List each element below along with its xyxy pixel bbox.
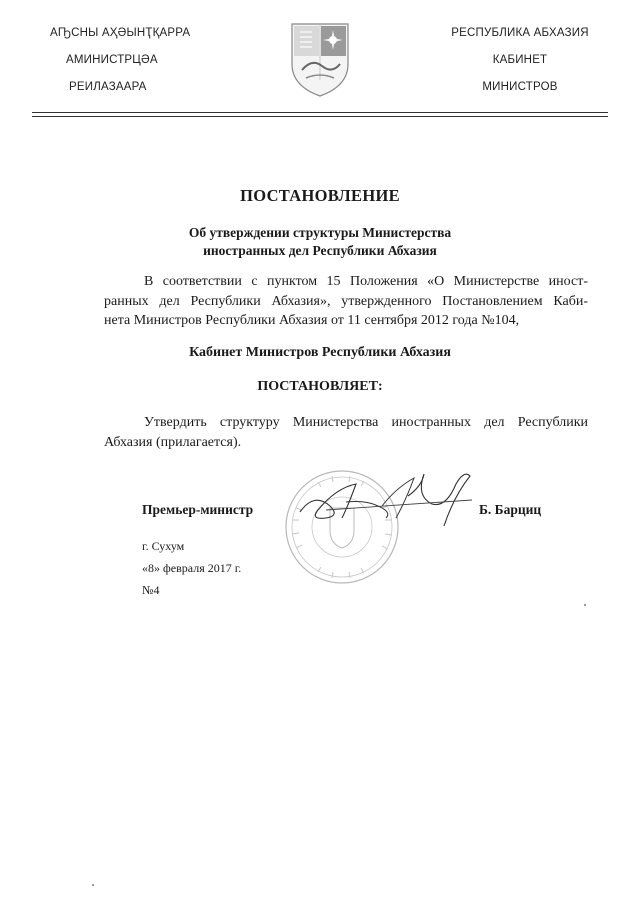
header-left-line-1: АҦСНЫ АҲӘЫНҬҚАРРА	[50, 27, 191, 39]
header-divider-thin	[32, 112, 608, 113]
preamble-line-2: ранных дел Республики Абхазия», утвержденного Постановлением Каби-	[104, 293, 588, 309]
resolves-heading: ПОСТАНОВЛЯЕТ:	[257, 379, 383, 394]
preamble-line-3: нета Министров Республики Абхазия от 11 сентября 2012 года №104,	[104, 313, 520, 328]
document-date: «8» февраля 2017 г.	[142, 561, 242, 575]
signatory-position: Премьер-министр	[142, 502, 254, 517]
document-title: ПОСТАНОВЛЕНИЕ	[240, 186, 400, 205]
header-right-block	[420, 26, 620, 107]
subtitle-line-2: иностранных дел Республики Абхазия	[203, 243, 437, 258]
state-emblem-icon	[288, 20, 352, 98]
signatory-name: Б. Барциц	[479, 502, 542, 517]
header-divider-thick	[32, 116, 608, 117]
preamble-paragraph	[104, 272, 588, 331]
document-subtitle	[0, 224, 640, 260]
header-right-line-1: РЕСПУБЛИКА АБХАЗИЯ	[451, 27, 589, 39]
header-left-block	[36, 26, 216, 107]
subtitle-line-1: Об утверждении структуры Министерства	[188, 225, 452, 240]
header-right-line-2: КАБИНЕТ	[492, 54, 548, 66]
scan-speck	[584, 604, 586, 606]
resolution-line-2: Абхазия (прилагается).	[104, 434, 242, 450]
header-left-line-2: АМИНИСТРЦӘА	[66, 54, 158, 66]
issuer-heading: Кабинет Министров Республики Абхазия	[189, 345, 451, 360]
document-number: №4	[142, 583, 160, 597]
resolution-paragraph	[104, 413, 588, 452]
header-left-line-3: РЕИЛАЗААРА	[69, 81, 147, 93]
document-city: г. Сухум	[142, 539, 185, 553]
scan-speck	[92, 884, 94, 886]
header-right-line-3: МИНИСТРОВ	[482, 81, 558, 93]
resolution-line-1: Утвердить структуру Министерства иностранных дел Республики	[144, 415, 588, 430]
preamble-line-1: В соответствии с пунктом 15 Положения «О Министерстве иност-	[144, 274, 588, 289]
handwritten-signature	[296, 466, 486, 536]
